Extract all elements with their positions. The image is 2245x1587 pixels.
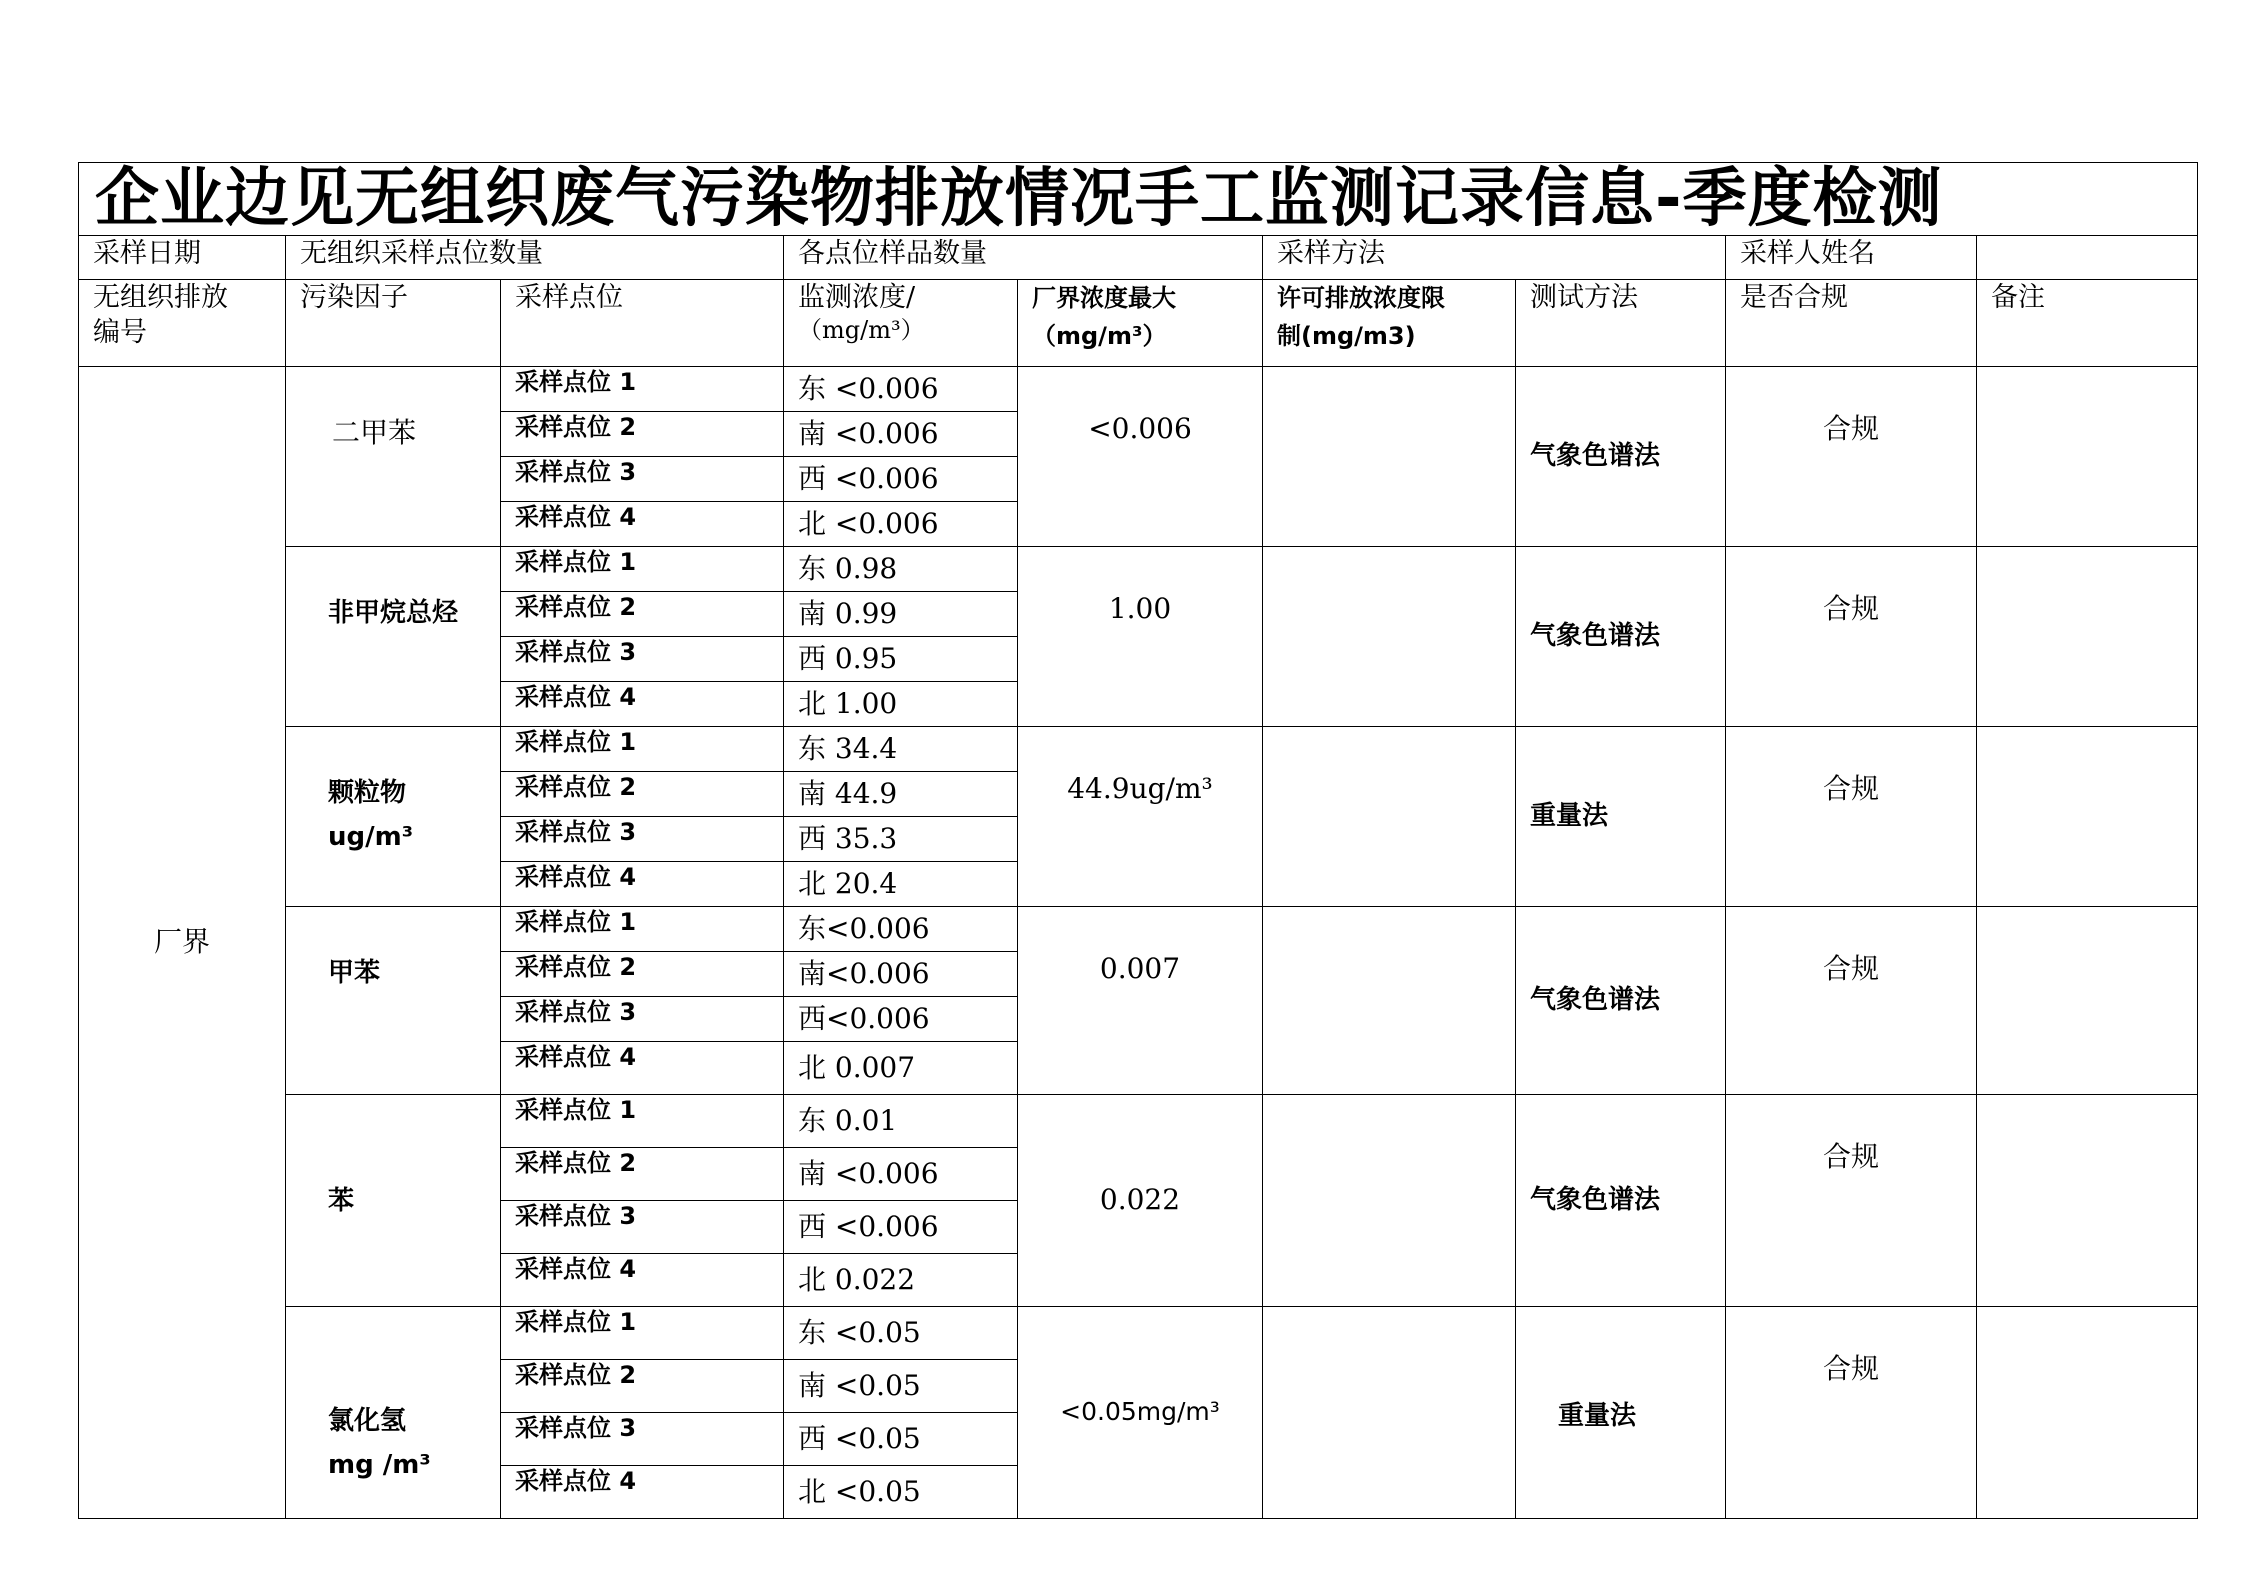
sampling-point-cell: 采样点位 4	[501, 862, 784, 907]
pollutant-name: 二甲苯	[332, 416, 417, 449]
concentration-cell: 东 <0.05	[784, 1307, 1018, 1360]
concentration-cell: 东 34.4	[784, 727, 1018, 772]
pollutant-unit: ug/m³	[328, 822, 414, 852]
header-permit-limit-line2: 制(mg/m3)	[1277, 322, 1416, 350]
concentration-cell: 西 <0.006	[784, 457, 1018, 502]
pollutant-cell	[286, 727, 501, 907]
header-boundary-max-line1: 厂界浓度最大	[1032, 284, 1176, 312]
header-pollutant: 污染因子	[286, 280, 501, 367]
pollutant-name: 甲苯	[328, 958, 381, 988]
permit-limit-cell	[1263, 367, 1516, 547]
concentration-cell: 南 <0.006	[784, 1148, 1018, 1201]
concentration-cell: 东<0.006	[784, 907, 1018, 952]
remarks-cell	[1977, 367, 2198, 547]
sampling-point-cell: 采样点位 3	[501, 817, 784, 862]
concentration-cell: 北 <0.006	[784, 502, 1018, 547]
pollutant-name: 颗粒物	[328, 778, 407, 808]
compliant-cell: 合规	[1726, 547, 1977, 727]
compliant-cell: 合规	[1726, 727, 1977, 907]
header-boundary-max	[1018, 280, 1263, 367]
test-method-cell: 重量法	[1516, 1307, 1726, 1519]
boundary-max-cell: 0.007	[1018, 907, 1263, 1095]
concentration-cell: 南 0.99	[784, 592, 1018, 637]
concentration-cell: 西<0.006	[784, 997, 1018, 1042]
test-method-cell: 气象色谱法	[1516, 1095, 1726, 1307]
pollutant-cell	[286, 547, 501, 727]
sampling-point-cell: 采样点位 1	[501, 547, 784, 592]
pollutant-cell	[286, 367, 501, 547]
concentration-cell: 北 1.00	[784, 682, 1018, 727]
compliant-cell: 合规	[1726, 1095, 1977, 1307]
sampling-point-cell: 采样点位 2	[501, 1360, 784, 1413]
pollutant-cell	[286, 1095, 501, 1307]
header-point-count: 无组织采样点位数量	[286, 236, 784, 280]
concentration-cell: 西 <0.05	[784, 1413, 1018, 1466]
boundary-max-cell: 1.00	[1018, 547, 1263, 727]
table-row	[79, 727, 2198, 772]
concentration-cell: 西 0.95	[784, 637, 1018, 682]
sampling-point-cell: 采样点位 3	[501, 457, 784, 502]
permit-limit-cell	[1263, 547, 1516, 727]
compliant-cell: 合规	[1726, 367, 1977, 547]
sampling-point-cell: 采样点位 4	[501, 682, 784, 727]
boundary-max-cell: <0.006	[1018, 367, 1263, 547]
pollutant-name: 非甲烷总烃	[328, 598, 459, 628]
sampling-point-cell: 采样点位 2	[501, 952, 784, 997]
header-emission-id-line2: 编号	[93, 317, 147, 349]
boundary-max-cell: 44.9ug/m³	[1018, 727, 1263, 907]
sampling-point-cell: 采样点位 1	[501, 1307, 784, 1360]
remarks-cell	[1977, 907, 2198, 1095]
concentration-cell: 北 0.022	[784, 1254, 1018, 1307]
emission-id-cell: 厂界	[79, 367, 286, 1519]
header-concentration-line2: （mg/m³）	[798, 316, 925, 345]
permit-limit-cell	[1263, 1307, 1516, 1519]
header-concentration-line1: 监测浓度/	[798, 282, 916, 313]
compliant-cell: 合规	[1726, 907, 1977, 1095]
header-compliant: 是否合规	[1726, 280, 1977, 367]
sampling-point-cell: 采样点位 4	[501, 502, 784, 547]
concentration-cell: 北 0.007	[784, 1042, 1018, 1095]
concentration-cell: 西 35.3	[784, 817, 1018, 862]
permit-limit-cell	[1263, 1095, 1516, 1307]
header-remarks: 备注	[1977, 280, 2198, 367]
pollutant-name: 氯化氢	[328, 1405, 407, 1436]
header-sampler-name-value	[1977, 236, 2198, 280]
compliant-cell: 合规	[1726, 1307, 1977, 1519]
header-sample-count: 各点位样品数量	[784, 236, 1263, 280]
pollutant-cell	[286, 1307, 501, 1519]
sampling-point-cell: 采样点位 4	[501, 1254, 784, 1307]
header-boundary-max-line2: （mg/m³）	[1032, 322, 1167, 350]
sampling-point-cell: 采样点位 2	[501, 772, 784, 817]
concentration-cell: 南 <0.006	[784, 412, 1018, 457]
remarks-cell	[1977, 1095, 2198, 1307]
concentration-cell: 西 <0.006	[784, 1201, 1018, 1254]
concentration-cell: 南 <0.05	[784, 1360, 1018, 1413]
header-emission-id	[79, 280, 286, 367]
sampling-point-cell: 采样点位 3	[501, 1413, 784, 1466]
concentration-cell: 北 <0.05	[784, 1466, 1018, 1519]
test-method-cell: 重量法	[1516, 727, 1726, 907]
page-title: 企业边见无组织废气污染物排放情况手工监测记录信息-季度检测	[79, 163, 2198, 236]
header-permit-limit	[1263, 280, 1516, 367]
remarks-cell	[1977, 547, 2198, 727]
test-method-cell: 气象色谱法	[1516, 547, 1726, 727]
boundary-max-cell: <0.05mg/m³	[1018, 1307, 1263, 1519]
header-sampling-date: 采样日期	[79, 236, 286, 280]
pollutant-name: 苯	[328, 1185, 355, 1216]
table-row	[79, 907, 2198, 952]
sampling-point-cell: 采样点位 3	[501, 997, 784, 1042]
concentration-cell: 南<0.006	[784, 952, 1018, 997]
pollutant-unit: mg /m³	[328, 1449, 431, 1480]
sampling-point-cell: 采样点位 1	[501, 907, 784, 952]
remarks-cell	[1977, 727, 2198, 907]
header-test-method: 测试方法	[1516, 280, 1726, 367]
header-sampling-point: 采样点位	[501, 280, 784, 367]
header-sampler-name: 采样人姓名	[1726, 236, 1977, 280]
table-row	[79, 547, 2198, 592]
sampling-point-cell: 采样点位 2	[501, 412, 784, 457]
boundary-max-cell: 0.022	[1018, 1095, 1263, 1307]
sampling-point-cell: 采样点位 3	[501, 637, 784, 682]
table-row	[79, 367, 2198, 412]
remarks-cell	[1977, 1307, 2198, 1519]
concentration-cell: 东 0.98	[784, 547, 1018, 592]
concentration-cell: 东 <0.006	[784, 367, 1018, 412]
test-method-cell: 气象色谱法	[1516, 907, 1726, 1095]
sampling-point-cell: 采样点位 4	[501, 1042, 784, 1095]
sampling-point-cell: 采样点位 1	[501, 367, 784, 412]
header-permit-limit-line1: 许可排放浓度限	[1277, 284, 1445, 312]
header-concentration	[784, 280, 1018, 367]
header-sampling-method: 采样方法	[1263, 236, 1726, 280]
sampling-point-cell: 采样点位 3	[501, 1201, 784, 1254]
permit-limit-cell	[1263, 727, 1516, 907]
test-method-cell: 气象色谱法	[1516, 367, 1726, 547]
table-row	[79, 1095, 2198, 1148]
sampling-point-cell: 采样点位 1	[501, 1095, 784, 1148]
concentration-cell: 东 0.01	[784, 1095, 1018, 1148]
sampling-point-cell: 采样点位 2	[501, 1148, 784, 1201]
concentration-cell: 北 20.4	[784, 862, 1018, 907]
header-emission-id-line1: 无组织排放	[93, 282, 228, 313]
sampling-point-cell: 采样点位 4	[501, 1466, 784, 1519]
monitoring-record-table	[78, 162, 2198, 1519]
table-row	[79, 1307, 2198, 1360]
permit-limit-cell	[1263, 907, 1516, 1095]
concentration-cell: 南 44.9	[784, 772, 1018, 817]
sampling-point-cell: 采样点位 2	[501, 592, 784, 637]
pollutant-cell	[286, 907, 501, 1095]
sampling-point-cell: 采样点位 1	[501, 727, 784, 772]
